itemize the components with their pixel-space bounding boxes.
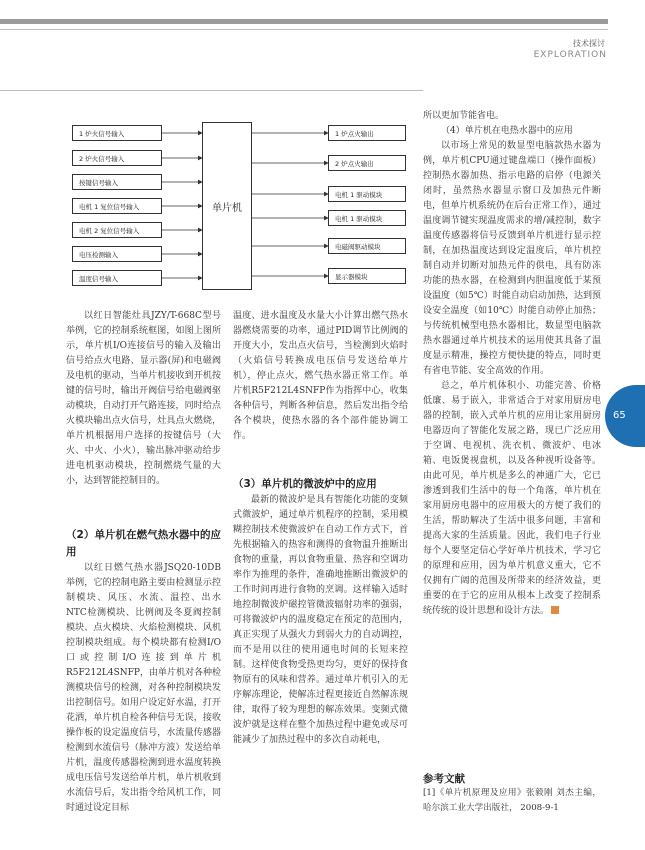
column-2-body <box>233 476 408 748</box>
header-bar <box>0 19 608 24</box>
diagram-input-box: 温度信号输入 <box>72 270 162 286</box>
diagram-input-box: 电压检测输入 <box>72 246 162 262</box>
paragraph: 最新的微波炉是具有智能化功能的变频式微波炉，通过单片机程序的控制，采用模糊控制技术使微波炉在自动工作方式下，首先根据输入的热容和测得的食物温升推断出食物的重量，再以食物重量、热容和空调功率作为推理的条件，准确地推断出微波炉的工作时间再进行食物的烹调。这样输入适时地控制微波炉磁控管微波辐射功率的强弱，可将微波炉内的温度稳定在预定的范围内，真正实现了从强火力到弱火力的自动调控，而不是用以往的使用通电时间的长短来控制。这样使食物受热更均匀，更好的保持食物原有的风味和营养。通过单片机引入的无序解冻理论，使解冻过程更接近自然解冻规律，取得了较为理想的解冻效果。变频式微波炉就是这样在整个加热过程中避免或尽可能减少了加热过程中的多次自动耗电， <box>233 495 408 745</box>
section-title-cn: 技术探讨 <box>573 39 605 48</box>
diagram-input-box: 电机 2 复位信号输入 <box>72 222 162 238</box>
paragraph-conclusion <box>423 379 601 619</box>
diagram-input-box: 1 炉火信号输入 <box>72 125 162 141</box>
paragraph: 所以更加节能省电。 <box>423 111 505 121</box>
block-diagram <box>66 118 416 294</box>
paragraph: 以红日燃气热水器JSQ20-10DB举例，它的控制电路主要由检测显示控制模块、风压、水流、温控、出水NTC检测模块、比例阀及冬夏阀控制模块、点火模块、火焰检测模块、风机控制模块组成。每个模块都有检测I/O口或控制I/O连接到单片机R5F212L4SNFP，由单片机对各种检测模块信号的检测，对各种控制模块发出控制信号。如用户设定好水温，打开花洒，单片机自检各种信号无误，接收操作板的设定温度信号，水流量传感器检测到水流信号（脉冲方波）发送给单片机，温度传感器检测到进水温度转换成电压信号发送给单片机，单片机收到水流信号后，发出指令给风机工作，同时通过设定目标 <box>66 563 221 813</box>
column-1-body <box>66 527 221 816</box>
references-heading: 参考文献 <box>423 773 465 785</box>
subheading: （3）单片机的微波炉中的应用 <box>233 478 377 490</box>
diagram-input-box: 2 炉火信号输入 <box>72 150 162 166</box>
subheading-inline: （4）单片机在电热水器中的应用 <box>441 126 573 136</box>
diagram-output-box: 电机 1 驱动模块 <box>328 186 406 202</box>
paragraph: 温度、进水温度及水量大小计算出燃气热水器燃烧需要的功率，通过PID调节比例阀的开度大小，发出点火信号，当检测到火焰时（火焰信号转换成电压信号发送给单片机），停止点火，燃气热水器正常工作。单片机R5F212L4SNFP作为指挥中心，收集各种信号，判断各种信息，然后发出指令给各个模块，使热水器的各个部件能协调工作。 <box>233 311 408 441</box>
diagram-output-box: 显示器模块 <box>328 268 406 284</box>
subheading: （2）单片机在燃气热水器中的应用 <box>66 529 221 558</box>
page-number-tab: 65 <box>605 385 645 447</box>
diagram-input-box: 按键信号输入 <box>72 174 162 190</box>
diagram-input-box: 电机 1 复位信号输入 <box>72 198 162 214</box>
section-divider <box>0 90 423 91</box>
section-title-en: EXPLORATION <box>533 50 607 60</box>
column-1-intro <box>66 309 221 489</box>
conclusion-text: 总之，单片机体积小、功能完善、价格低廉、易于嵌入，非常适合于对家用厨房电器的控制，嵌入式单片机的应用让家用厨房电器迈向了智能化发展之路，现已广泛应用于空调、电视机、洗衣机、微波炉、电冰箱、电饭煲视盘机，以及各种视听设备等。由此可见，单片机是多么的神通广大，它已渗透到我们生活中的每一个角落，单片机在家用厨房电器中的应用极大的方便了我们的生活，帮助解决了生活中很多问题，丰富和提高大家的生活质量。因此，我们电子行业每个人要坚定信心学好单片机技术，学习它的原理和应用，因为单片机意义重大，它不仅拥有广阔的范围及所带来的经济效益，更重要的在于它的应用从根本上改变了控制系统传统的设计思想和设计方法。 <box>423 381 601 616</box>
diagram-output-box: 电机 1 驱动模块 <box>328 210 406 226</box>
header-rule <box>0 29 608 30</box>
paragraph: 以市场上常见的数显型电脑款热水器为例，单片机CPU通过键盘端口（操作面板）控制热水器加热、指示电路的启停（电源关闭时，虽然热水器显示窗口及加热元件断电，但单片机系统仍在后台正常工作），通过温度调节键实现温度需求的增/减控制，数字温度传感器将信号反馈到单片机进行显示控制，在加热温度达到设定温度后，单片机控制自动并切断对加热元件的供电，具有防冻功能的热水器，在检测到内胆温度低于某预设温度（如5℃）时能自动启动加热，达到预设安全温度（如10℃）时能自动停止加热；与传统机械型电热水器相比，数显型电脑款热水器通过单片机技术的运用使其具备了温度显示精准，操控方便快捷的特点，同时更有省电节能、安全高效的作用。 <box>423 141 601 376</box>
paragraph: 以红日智能灶具JZY/T-668C型号举例，它的控制系统框图，如图上图所示，单片机I/O连接信号的输入及输出信号给点火电路、显示器(屏)和电磁阀及电机的驱动，当单片机接收到开机按键的信号时，输出开阀信号给电磁阀驱动模块，自动打开气路连接，同时给点火模块输出点火信号，灶具点火燃烧，单片机根据用户选择的按键信号（大火、中火、小火），输出脉冲驱动给步进电机驱动模块，控制燃烧气量的大小，达到智能控制目的。 <box>66 311 221 486</box>
column-3 <box>423 109 601 619</box>
reference-item: [1]《单片机原理及应用》张毅刚 刘杰主编， 哈尔滨工业大学出版社， 2008-9-1 <box>423 788 601 813</box>
diagram-output-box: 1 炉点火输出 <box>328 125 406 141</box>
diagram-output-box: 2 炉点火输出 <box>328 155 406 171</box>
diagram-output-box: 电磁阀驱动模块 <box>328 238 406 254</box>
end-mark-icon <box>551 606 559 614</box>
column-2-intro <box>233 309 408 444</box>
mcu-block: 单片机 <box>202 122 252 290</box>
